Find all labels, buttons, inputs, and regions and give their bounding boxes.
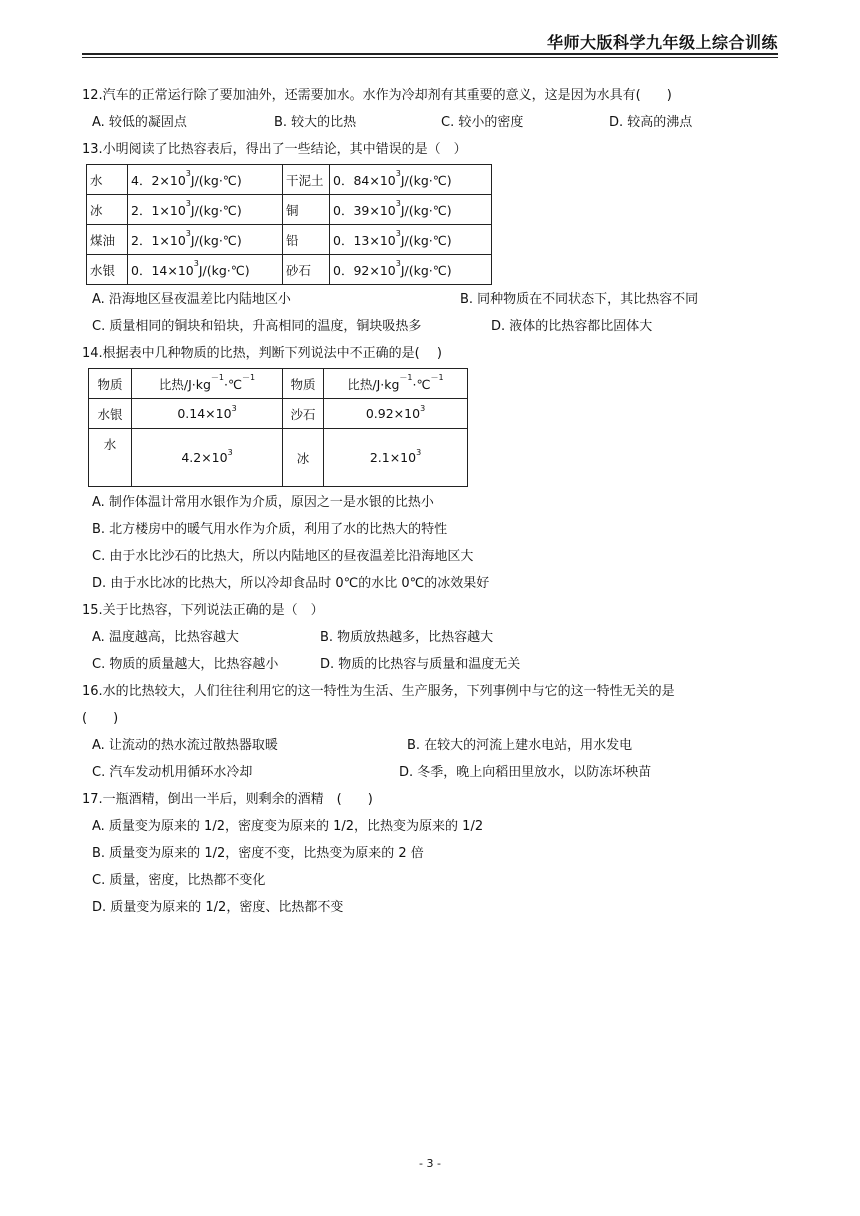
table-cell: 冰 (87, 195, 128, 225)
table-cell: 干泥土 (283, 165, 330, 195)
table-cell: 水银 (87, 255, 128, 285)
q12-option-b: B. 较大的比热 (274, 115, 357, 130)
table-header-row (89, 369, 468, 399)
q17-option-a: A. 质量变为原来的 1/2，密度变为原来的 1/2，比热变为原来的 1/2 (92, 819, 484, 834)
q14-option-b: B. 北方楼房中的暖气用水作为介质，利用了水的比热大的特性 (92, 522, 448, 537)
table-row (87, 225, 492, 255)
table-cell: $2.1\times 10^3$ (324, 429, 468, 487)
table-row (89, 399, 468, 429)
q15-option-c: C. 物质的质量越大，比热容越小 (92, 657, 279, 672)
header-rule (82, 53, 778, 55)
table-cell: $0.14\times 10^3$ (132, 399, 283, 429)
q16-option-c: C. 汽车发动机用循环水冷却 (92, 765, 253, 780)
table-cell: 冰 (283, 429, 324, 487)
q13-option-a: A. 沿海地区昼夜温差比内陆地区小 (92, 292, 291, 307)
q13-stem: 13.小明阅读了比热容表后，得出了一些结论，其中错误的是（ ） (82, 142, 467, 157)
table-row (87, 165, 492, 195)
table-cell: $4.2\times 10^3$ (132, 429, 283, 487)
table-cell: 水 (89, 429, 132, 487)
q16-option-d: D. 冬季，晚上向稻田里放水，以防冻坏秧苗 (399, 765, 652, 780)
q16-option-b: B. 在较大的河流上建水电站，用水发电 (407, 738, 633, 753)
table-header-cell: 物质 (89, 369, 132, 399)
table-cell: 铅 (283, 225, 330, 255)
q17-stem: 17.一瓶酒精，倒出一半后，则剩余的酒精 ( ) (82, 792, 373, 807)
q13-table (86, 164, 492, 285)
table-header-cell: 比热$/J\cdot kg^{-1}\cdot℃^{-1}$ (132, 369, 283, 399)
q17-option-b: B. 质量变为原来的 1/2，密度不变，比热变为原来的 2 倍 (92, 846, 424, 861)
table-cell: 水 (87, 165, 128, 195)
header-title: 华师大版科学九年级上综合训练 (546, 33, 778, 52)
table-row (87, 255, 492, 285)
q13-option-c: C. 质量相同的铜块和铅块，升高相同的温度，铜块吸热多 (92, 319, 422, 334)
q15-option-d: D. 物质的比热容与质量和温度无关 (320, 657, 521, 672)
table-cell: 煤油 (87, 225, 128, 255)
table-cell: 4．$2\times 10^3J/(kg\cdot℃)$ (128, 165, 283, 195)
table-cell: $0.92\times 10^3$ (324, 399, 468, 429)
table-header-cell: 物质 (283, 369, 324, 399)
header-rule-thin (82, 57, 778, 58)
q14-option-c: C. 由于水比沙石的比热大，所以内陆地区的昼夜温差比沿海地区大 (92, 549, 474, 564)
q16-stem: 16.水的比热较大，人们往往利用它的这一特性为生活、生产服务，下列事例中与它的这一特性无关的是 (82, 684, 675, 699)
q12-option-c: C. 较小的密度 (441, 115, 524, 130)
table-cell: 沙石 (283, 399, 324, 429)
table-cell: 0．$13\times 10^3J/(kg\cdot℃)$ (330, 225, 492, 255)
q12-option-d: D. 较高的沸点 (609, 115, 693, 130)
q16-option-a: A. 让流动的热水流过散热器取暖 (92, 738, 278, 753)
table-header-cell: 比热$/J\cdot kg^{-1}\cdot℃^{-1}$ (324, 369, 468, 399)
table-row (87, 195, 492, 225)
q14-table (88, 368, 468, 487)
page-number: - 3 - (419, 1157, 441, 1170)
table-cell: 水银 (89, 399, 132, 429)
q17-option-d: D. 质量变为原来的 1/2，密度、比热都不变 (92, 900, 344, 915)
table-cell: 0．$14\times 10^3J/(kg\cdot℃)$ (128, 255, 283, 285)
q13-option-d: D. 液体的比热容都比固体大 (491, 319, 653, 334)
table-cell: 铜 (283, 195, 330, 225)
table-cell: 0．$39\times 10^3J/(kg\cdot℃)$ (330, 195, 492, 225)
table-row (89, 429, 468, 487)
q14-option-d: D. 由于水比冰的比热大，所以冷却食品时 0℃的水比 0℃的冰效果好 (92, 576, 490, 591)
q15-option-a: A. 温度越高，比热容越大 (92, 630, 239, 645)
q12-option-a: A. 较低的凝固点 (92, 115, 187, 130)
q13-option-b: B. 同种物质在不同状态下，其比热容不同 (460, 292, 699, 307)
table-cell: 2．$1\times 10^3J/(kg\cdot℃)$ (128, 225, 283, 255)
q15-stem: 15.关于比热容，下列说法正确的是（ ） (82, 603, 324, 618)
q12-stem: 12.汽车的正常运行除了要加油外，还需要加水。水作为冷却剂有其重要的意义，这是因为水具有( ) (82, 88, 672, 103)
q15-option-b: B. 物质放热越多，比热容越大 (320, 630, 494, 645)
table-cell: 0．$92\times 10^3J/(kg\cdot℃)$ (330, 255, 492, 285)
table-cell: 0．$84\times 10^3J/(kg\cdot℃)$ (330, 165, 492, 195)
q14-option-a: A. 制作体温计常用水银作为介质，原因之一是水银的比热小 (92, 495, 434, 510)
q14-stem: 14.根据表中几种物质的比热，判断下列说法中不正确的是( ) (82, 346, 442, 361)
q16-stem-cont: ( ) (82, 711, 119, 726)
table-cell: 砂石 (283, 255, 330, 285)
table-cell: 2．$1\times 10^3J/(kg\cdot℃)$ (128, 195, 283, 225)
q17-option-c: C. 质量，密度，比热都不变化 (92, 873, 266, 888)
